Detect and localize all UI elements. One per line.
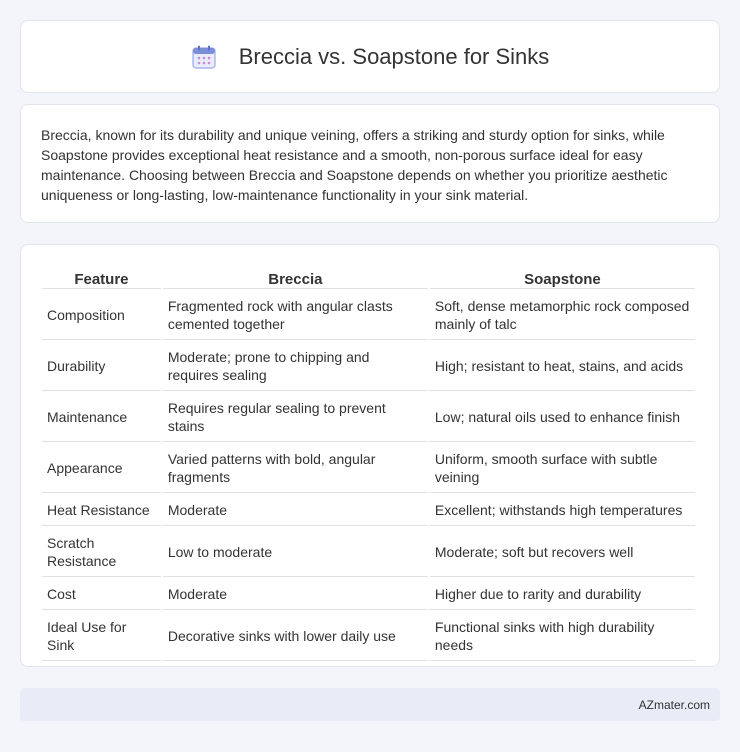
breccia-cell: Moderate: [163, 495, 428, 526]
breccia-cell: Moderate; prone to chipping and requires sealing: [163, 342, 428, 391]
feature-cell: Heat Resistance: [42, 495, 161, 526]
soapstone-cell: Low; natural oils used to enhance finish: [430, 393, 695, 442]
comparison-card: [20, 244, 720, 667]
breccia-cell: Decorative sinks with lower daily use: [163, 612, 428, 661]
soapstone-cell: Moderate; soft but recovers well: [430, 528, 695, 577]
table-row: [42, 393, 695, 442]
feature-cell: Cost: [42, 579, 161, 610]
breccia-cell: Varied patterns with bold, angular fragments: [163, 444, 428, 493]
table-row: [42, 528, 695, 577]
footer: [20, 688, 720, 721]
table-row: [42, 612, 695, 661]
feature-cell: Composition: [42, 291, 161, 340]
table-header-row: [42, 267, 695, 289]
breccia-cell: Moderate: [163, 579, 428, 610]
footer-brand: AZmater.com: [638, 697, 710, 712]
table-row: [42, 444, 695, 493]
table-row: [42, 579, 695, 610]
header-feature: Feature: [42, 267, 161, 289]
table-row: [42, 342, 695, 391]
feature-cell: Ideal Use for Sink: [42, 612, 161, 661]
soapstone-cell: Uniform, smooth surface with subtle veining: [430, 444, 695, 493]
header-soapstone: Soapstone: [430, 267, 695, 289]
comparison-table: [40, 265, 697, 663]
soapstone-cell: Soft, dense metamorphic rock composed mainly of talc: [430, 291, 695, 340]
soapstone-cell: High; resistant to heat, stains, and acids: [430, 342, 695, 391]
table-row: [42, 495, 695, 526]
feature-cell: Scratch Resistance: [42, 528, 161, 577]
header-breccia: Breccia: [163, 267, 428, 289]
title-card: [20, 20, 720, 93]
feature-cell: Maintenance: [42, 393, 161, 442]
soapstone-cell: Excellent; withstands high temperatures: [430, 495, 695, 526]
breccia-cell: Low to moderate: [163, 528, 428, 577]
intro-card: [20, 104, 720, 223]
soapstone-cell: Higher due to rarity and durability: [430, 579, 695, 610]
intro-text: Breccia, known for its durability and unique veining, offers a striking and sturdy option for sinks, while Soapstone provides exceptional heat resistance and a smooth, non-porous surface ideal for easy maintenance. Choosing between Breccia and Soapstone depends on whether you prioritize aesthetic uniqueness or long-lasting, low-maintenance functionality in your sink material.: [41, 127, 668, 203]
soapstone-cell: Functional sinks with high durability needs: [430, 612, 695, 661]
feature-cell: Appearance: [42, 444, 161, 493]
table-row: [42, 291, 695, 340]
page-title: Breccia vs. Soapstone for Sinks: [238, 43, 550, 69]
calendar-icon: [191, 44, 217, 70]
feature-cell: Durability: [42, 342, 161, 391]
breccia-cell: Fragmented rock with angular clasts cemented together: [163, 291, 428, 340]
breccia-cell: Requires regular sealing to prevent stains: [163, 393, 428, 442]
